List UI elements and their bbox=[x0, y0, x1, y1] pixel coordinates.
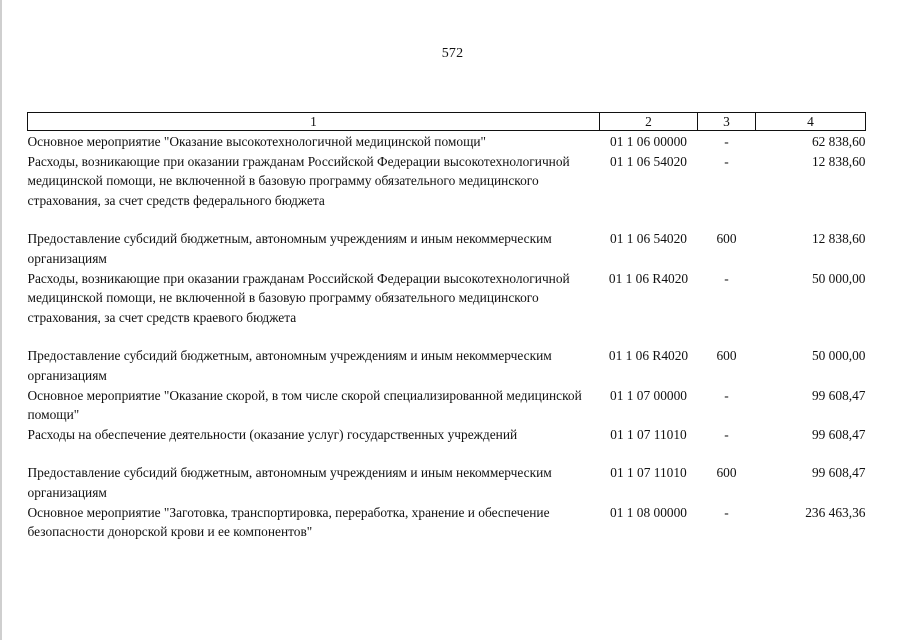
row-expense-type: - bbox=[724, 270, 729, 286]
row-name: Основное мероприятие "Оказание скорой, в том числе скорой специализированной медицинской помощи" bbox=[27, 387, 582, 423]
row-amount: 99 608,47 bbox=[811, 426, 866, 442]
row-name: Предоставление субсидий бюджетным, автономным учреждениям и иным некоммерческим организациям bbox=[27, 465, 552, 500]
row-code: 01 1 07 00000 bbox=[610, 387, 687, 403]
row-expense-type: - bbox=[724, 153, 729, 169]
header-col-3: 3 bbox=[698, 113, 756, 131]
row-code: 01 1 06 R4020 bbox=[608, 270, 689, 286]
row-name: Предоставление субсидий бюджетным, автономным учреждениям и иным некоммерческим организациям bbox=[27, 231, 552, 266]
row-amount: 12 838,60 bbox=[811, 153, 866, 169]
table-row bbox=[28, 269, 866, 328]
header-col-2: 2 bbox=[600, 113, 698, 131]
row-code: 01 1 06 54020 bbox=[610, 231, 687, 247]
row-name: Основное мероприятие "Оказание высокотехнологичной медицинской помощи" bbox=[27, 134, 487, 149]
row-amount: 236 463,36 bbox=[805, 504, 866, 520]
table-body bbox=[28, 131, 866, 542]
row-spacer bbox=[28, 210, 866, 229]
row-name: Расходы, возникающие при оказании гражданам Российской Федерации высокотехнологичной медицинской помощи, не включенной в базовую программу обязательного медицинского страхования, за счет средств федерального бюджета bbox=[27, 153, 570, 208]
row-code: 01 1 06 00000 bbox=[610, 134, 687, 149]
table-header bbox=[28, 113, 866, 131]
row-expense-type: 600 bbox=[716, 231, 737, 247]
row-code: 01 1 06 R4020 bbox=[608, 348, 689, 364]
row-amount: 99 608,47 bbox=[811, 465, 866, 481]
table-row bbox=[28, 229, 866, 268]
row-name: Расходы на обеспечение деятельности (оказание услуг) государственных учреждений bbox=[27, 426, 518, 442]
row-code: 01 1 08 00000 bbox=[610, 504, 687, 520]
table-row bbox=[28, 152, 866, 211]
page-number: 572 bbox=[441, 46, 464, 61]
row-amount: 62 838,60 bbox=[811, 134, 866, 149]
row-amount: 12 838,60 bbox=[811, 231, 866, 247]
row-expense-type: - bbox=[724, 426, 729, 442]
table-row bbox=[28, 346, 866, 385]
row-name: Основное мероприятие "Заготовка, транспортировка, переработка, хранение и обеспечение безопасности донорской крови и ее компонентов" bbox=[27, 504, 550, 540]
table-row bbox=[28, 425, 866, 445]
row-amount: 50 000,00 bbox=[811, 270, 866, 286]
budget-table bbox=[27, 112, 866, 542]
header-col-1: 1 bbox=[28, 113, 600, 131]
header-col-4: 4 bbox=[756, 113, 866, 131]
table-row bbox=[28, 131, 866, 152]
table-row bbox=[28, 463, 866, 502]
row-amount: 99 608,47 bbox=[811, 387, 866, 403]
row-amount: 50 000,00 bbox=[811, 348, 866, 364]
page-left-edge bbox=[0, 0, 2, 640]
row-expense-type: - bbox=[724, 134, 729, 149]
row-expense-type: - bbox=[724, 504, 729, 520]
table-row bbox=[28, 503, 866, 542]
table-row bbox=[28, 386, 866, 425]
row-code: 01 1 07 11010 bbox=[610, 465, 687, 481]
row-code: 01 1 06 54020 bbox=[610, 153, 687, 169]
row-name: Предоставление субсидий бюджетным, автономным учреждениям и иным некоммерческим организациям bbox=[27, 348, 552, 383]
row-code: 01 1 07 11010 bbox=[610, 426, 687, 442]
row-expense-type: - bbox=[724, 387, 729, 403]
row-expense-type: 600 bbox=[716, 348, 737, 364]
row-name: Расходы, возникающие при оказании гражданам Российской Федерации высокотехнологичной медицинской помощи, не включенной в базовую программу обязательного медицинского страхования, за счет средств краевого бюджета bbox=[27, 270, 570, 325]
row-spacer bbox=[28, 444, 866, 463]
row-expense-type: 600 bbox=[716, 465, 737, 481]
row-spacer bbox=[28, 327, 866, 346]
header-row bbox=[28, 113, 866, 131]
